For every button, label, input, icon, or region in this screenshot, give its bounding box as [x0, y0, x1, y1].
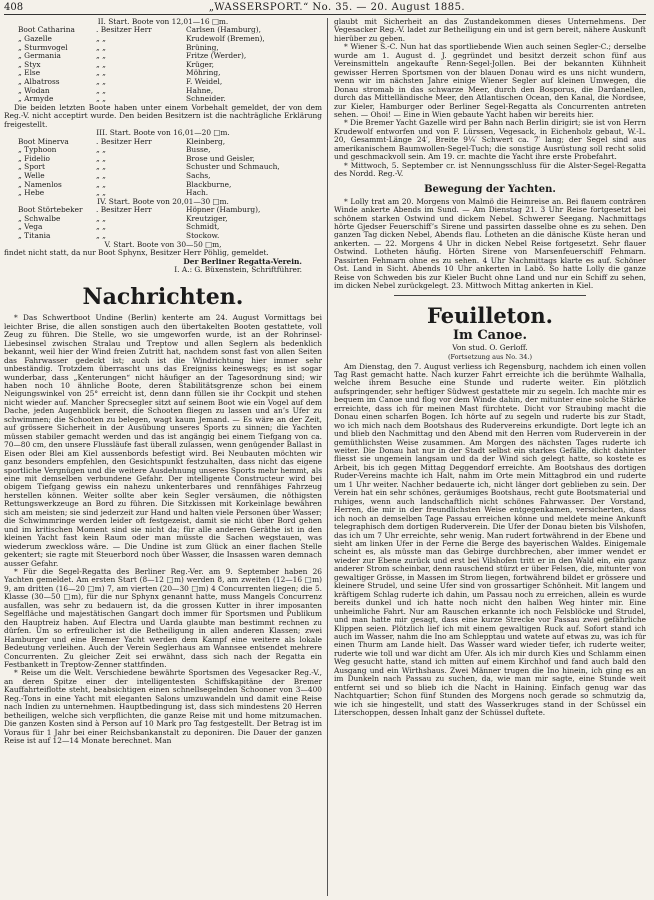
owner-name: Hach.: [186, 188, 209, 198]
owner-label: „ „: [96, 94, 107, 104]
boat-name: „ Germania: [18, 51, 61, 61]
column-divider: [327, 18, 328, 896]
owner-name: Schuster und Schmauch,: [186, 162, 280, 172]
news-paragraph: * Die Bremer Yacht Gazelle wird per Bahn nach Berlin dirigirt; sie ist von Herrn Krudewolf entworfen und von F. Lürssen, Vegesack, in Eichenholz gebaut, W.-L. 20, Gesammt-Länge 24′, Breite 9¼′ Schwert ca. 7′ lang; der Segel sind aus amerikanischem Baumwollen-Segel-Tuch; die sonstige Ausrüstung soll recht solid und geschmackvoll sein. Am 19. cr. machte die Yacht ihre erste Probefahrt.: [334, 118, 646, 162]
news-paragraph: * Wiener S.-C. Nun hat das sportliebende Wien auch seinen Segler-C.; derselbe wurde am 1. August d. J. gegründet und besitzt derzeit schon fünf aus Vereinsmitteln angekaufte Renn-Segel-Jollen. Bei der bekannten Kühnheit gewisser Herren Sportsmen von der blauen Donau wird es uns nicht wundern, wenn wir im nächsten Jahre einige Wiener Segler auf kleinen Umwegen, die Donau stromab in das schwarze Meer, durch den Bosporus, die Dardanellen, durch das Mittelländische Meer, den Atlantischen Ocean, den Kanal, die Nordsee, zur Kieler, Hamburger oder Berliner Segel-Regatta als Concurrenten antreten sehen. — Ohoi! — Eine in Wien gebaute Yacht haben wir bereits hier.: [334, 42, 646, 119]
owner-name: Schneider.: [186, 94, 226, 104]
owner-name: Sachs,: [186, 170, 211, 180]
boat-name: „ Sport: [18, 162, 45, 172]
bewegung-heading: Bewegung der Yachten.: [424, 183, 556, 195]
page-header: [4, 2, 646, 15]
boat-name: „ Else: [18, 68, 41, 78]
boat-name: „ Hebe: [18, 188, 45, 198]
start2-list: [4, 26, 322, 103]
nachrichten-paragraph: * Für die Segel-Regatta des Berliner Reg.-Ver. am 9. September haben 26 Yachten gemeldet. Am ersten Start (8—12 □m) werden 8, am zweiten (12—16 □m) 9, am dritten (16—20 □m) 7, am vierten (20—30 □m) 4 Concurrenten liegen; die 5. Klasse (30—50 □m), für die nur Sphynx genannt hatte, muss Mangels Concurrenz ausfallen, was sehr zu bedauern ist, da die grossen Kutter in ihrer imposanten Segelfläche und majestätischen Gangart doch immer für Sportsmen und Publikum den Hauptreiz haben. Auf Electra und Uarda glaubte man bestimmt rechnen zu dürfen. Um so erfreulicher ist die Betheiligung in allen anderen Klassen; zwei Hamburger und eine Bremer Yacht werden dem Kampf eine weitere als lokale Bedeutung verleihen. Auch der Verein Seglerhaus am Wannsee entsendet mehrere Concurrenten. Zu gleicher Zeit sei erwähnt, dass sich nach der Regatta ein Festbankett in Treptow-Zenner stattfinden.: [4, 567, 322, 669]
boat-name: „ Armyde: [18, 94, 54, 104]
boat-name: „ Schwalbe: [18, 213, 61, 223]
boat-name: „ Styx: [18, 59, 41, 69]
section-rule: [394, 295, 586, 296]
owner-name: Kreutziger,: [186, 213, 228, 223]
owner-name: Brüning,: [186, 42, 219, 52]
feuilleton-heading: Feuilleton.: [427, 302, 553, 328]
feuilleton-continuation: (Fortsetzung aus No. 34.): [447, 353, 533, 362]
nachrichten-paragraph: * Reise um die Welt. Verschiedene bewährte Sportsmen des Vegesacker Reg.-V., an deren Spitze einer der intelligentesten Schiffskapitäne der Bremer Kauffahrteiflotte steht, beabsichtigen einen schnellsegelnden Schooner von 3—400 Reg.-Tons in eine Yacht mit eleganten Salons umzuwandeln und damit eine Reise nach Indien zu unternehmen. Hauptbedingung ist, dass sich mindestens 20 Herren betheiligen, welche sich verpflichten, die ganze Reise mit und home mitzumachen. Die ganzen Kosten sind à Person auf 10 Mark pro Tag festgestellt. Der Betrag ist im Voraus für 1 Jahr bei einer Reichsbankanstalt zu deponiren. Die Dauer der ganzen Reise ist auf 12—14 Monate berechnet. Man: [4, 668, 322, 746]
owner-label: „ „: [96, 231, 107, 240]
start4-title: IV. Start. Boote von 20,01—30 □m.: [97, 196, 229, 206]
start2-note: Die beiden letzten Boote haben unter einem Vorbehalt gemeldet, der von dem Reg.-V. nicht acceptirt wurde. Den beiden Besitzern ist die nachträgliche Erklärung freigestellt.: [4, 102, 322, 129]
owner-label: „ „: [96, 170, 107, 180]
boat-entry-row: [4, 163, 322, 172]
owner-name: Krüger,: [186, 59, 214, 69]
owner-name: Kleinberg,: [186, 136, 226, 146]
nachrichten-heading: Nachrichten.: [82, 284, 244, 311]
boat-entry-row: [4, 78, 322, 87]
boat-entry-row: [4, 61, 322, 70]
boat-entry-row: [4, 52, 322, 61]
boat-name: „ Typhoon: [18, 145, 57, 155]
boat-name: „ Vega: [18, 222, 43, 232]
boat-entry-row: [4, 215, 322, 224]
boat-name: „ Titania: [18, 231, 51, 240]
owner-label: „ „: [96, 51, 107, 61]
feuilleton-byline: Von stud. O. Gerloff.: [452, 342, 528, 352]
boat-name: „ Sturmvogel: [18, 42, 68, 52]
owner-name: Brose und Geisler,: [186, 153, 255, 163]
masthead-title: „WASSERSPORT.“ No. 35. — 20. August 1885.: [208, 2, 466, 13]
owner-label: . Besitzer Herr: [96, 25, 152, 35]
owner-label: . Besitzer Herr: [96, 136, 152, 146]
boat-name: „ Fidelio: [18, 153, 50, 163]
news-paragraph: glaubt mit Sicherheit an das Zustandekommen dieses Unternehmens. Der Vegesacker Reg.-V. ladet zur Betheiligung ein und ist gern bereit, nähere Auskunft hierüber zu geben.: [334, 18, 646, 43]
owner-label: „ „: [96, 153, 107, 163]
owner-label: „ „: [96, 59, 107, 69]
feuilleton-paragraph: Am Dienstag, den 7. August verliess ich Regensburg, nachdem ich einen vollen Tag Rast gemacht hatte. Nach kurzer Fahrt erreichte ich die berühmte Walhalla, welche ihrem Besuche eine Stunde und ruderte weiter. Ein plötzlich aufspringender, sehr heftiger Südwest gestattete mir zu segeln. Ich machte mir es bequem im Canoe und flog vor dem Winde dahin, der mitunter eine solche Stärke erreichte, dass ich für meinen Mast fürchtete. Dicht vor Straubing macht die Donau einen scharfen Bogen. Ich hörte auf zu segeln und ruderte bis zur Stadt, wo ich mich nach dem Bootshaus des Rudervereins erkundigte. Dort legte ich an und blieb den Nachmittag und den Abend mit den Herren vom Ruderverein in der gemüthlichsten Weise zusammen. Am Morgen des nächsten Tages ruderte ich weiter. Die Donau hat nur in der Stadt selbst ein starkes Gefälle, dicht dahinter fliesst sie ungemein langsam und da der Wind sich gelegt hatte, so kostete es Arbeit, bis ich gegen Mittag Deggendorf erreichte. Am Bootshaus des dortigen Ruder-Vereins machte ich Halt, nahm im Orte mein Mittagbrod ein und ruderte um 1 Uhr weiter. Nachher bedauerte ich, nicht länger dort geblieben zu sein. Der Verein hat ein sehr schönes, geräumiges Bootshaus, recht gute Bootsmaterial und ruhiges, wenn auch landschaftlich nicht schönes Fahrwasser. Der Vorstand, Herren, die mir in der freundlichsten Weise entgegenkamen, versicherten, dass ich noch an demselben Tage Passau erreichen könne und meldete meine Ankunft telegraphisch dem dortigen Ruderverein. Die Ufer der Donau bieten bis Vilshofen, das ich um 7 Uhr erreichte, sehr wenig. Man rudert fortwährend in der Ebene und sieht am linken Ufer in der Ferne die Berge des bayerischen Waldes. Einigemale scheint es, als müsste man das Gebirge durchbrechen, aber immer wendet er wieder zur Ebene zurück und erst bei Vilshofen tritt er in den Wald ein, ein ganz anderer Strom scheinbar, denn rauschend stürzt er über Felsen, die, mitunter von gewaltiger Grösse, in Massen im Strom liegen, fortwährend bildet er grössere und kleinere Strudel, und seine Ufer sind von grossartiger Schönheit. Mit langem und kräftigem Schlag ruderte ich dahin, um Passau noch zu erreichen, allein es wurde bereits dunkel und ich hatte noch nicht den halben Weg hinter mir. Eine unheimliche Fahrt. Nur am Rauschen erkannte ich noch Felsblöcke und Strudel, und man hatte mir gesagt, dass eine kurze Strecke vor Passau zwei gefährliche Klippen seien. Plötzlich lief ich mit einem gewaltigen Ruck auf. Sofort stand ich auch im Wasser, nahm die Ino am Schlepptau und watete auf etwas zu, was ich für einen Thurm am Lande hielt. Das Wasser ward wieder tiefer, ich ruderte weiter, ruderte wie toll und war dicht am Ufer. Als ich mir durch Kies und Schlamm einen Weg gesucht hatte, stand ich mitten auf einem Kirchhof und fand auch bald den Ausgang und ein Wirthshaus. Zwei Männer trugen die Ino hinein, ich ging es an im Dunkeln nach Passau zu suchen, da, wie man mir sagte, eine Stunde weit entfernt sei und so blieb ich die Nacht in Haining. Einfach genug war das Nachtquartier; Schon fünf Stunden des Morgens noch gerade so schmutzig da, wie ich sie hingestellt, und statt des Wasserkruges stand in der Schüssel ein Literschoppen, dessen Inhalt ganz der Schüssel duftete.: [334, 361, 646, 718]
bewegung-paragraph: * Lolly trat am 20. Morgens von Malmö die Heimreise an. Bei flauem conträren Winde ankerte Abends im Sund. — Am Dienstag 21. 3 Uhr Reise fortgesetzt bei schönem starken Ostwind und dickem Nebel. Schwerer Seegang. Nachmittags hörte Gjedser Feuerschiff’s Sirene und passirten dasselbe ohne es zu sehen. Den ganzen Tag dicken Nebel, Abends flau. Lotheten an die dänische Küste heran und ankerten. — 22. Morgens 4 Uhr in dicken Nebel Reise fortgesetzt. Sehr flauer Ostwind. Lotheten häufig. Hörten Sirene von Marsenfeuerschiff Fehmarn. Passirten Fehmarn ohne es zu sehen. 4 Uhr Nachmittags klarte es auf. Schöner Ost. Land in Sicht. Abends 10 Uhr ankerten in Labö. So hatte Lolly die ganze Reise von Schweden bis zur Kieler Bucht ohne Land und nur ein Schiff zu sehen, im dicken Nebel zurückgelegt. 23. Mittwoch Mittag ankerten in Kiel.: [334, 196, 646, 291]
owner-label: „ „: [96, 222, 107, 232]
boat-entry-row: [4, 223, 322, 232]
owner-label: „ „: [96, 179, 107, 189]
owner-label: „ „: [96, 68, 107, 78]
owner-name: Krudewolf (Bremen),: [186, 34, 265, 44]
owner-label: „ „: [96, 34, 107, 44]
boat-name: „ Namenlos: [18, 179, 62, 189]
owner-label: „ „: [96, 77, 107, 87]
owner-label: „ „: [96, 42, 107, 52]
boat-name: Boot Störtebeker: [18, 205, 83, 215]
owner-name: Busse,: [186, 145, 211, 155]
owner-name: Höpner (Hamburg),: [186, 205, 261, 215]
owner-label: „ „: [96, 188, 107, 198]
start2-title: II. Start. Boote von 12,01—16 □m.: [97, 18, 229, 26]
boat-name: Boot Minerva: [18, 136, 69, 146]
start3-title: III. Start. Boote von 16,01—20 □m.: [96, 128, 230, 138]
owner-name: Stockow.: [186, 231, 220, 240]
feuilleton-subheading: Im Canoe.: [452, 327, 528, 343]
news-paragraph: * Mittwoch, 5. September cr. ist Nennungsschluss für die Alster-Segel-Regatta des Nordd. Reg.-V.: [334, 160, 646, 179]
boat-name: „ Welle: [18, 170, 45, 180]
start4-list: [4, 206, 322, 240]
nachrichten-paragraph: * Das Schwertboot Undine (Berlin) kenterte am 24. August Vormittags bei leichter Brise, die allen sonstigen auch den übertakelten Booten gestattete, voll Zeug zu führen. Die Stelle, wo sie umgeworfen wurde, ist an der Rohrinsel-Liebesinsel zwischen Stralau und Treptow und allen Seglern als bedenklich bekannt, weil hier der Wind freien Zutritt hat, nachdem sonst fast von allen Seiten das Fahrwasser gedeckt ist; auch ist die Windrichtung hier immer sehr unbeständig. Trotzdem überrascht uns das Ereigniss keineswegs; es ist sogar wunderbar, dass „Kenterungen“ nicht häufiger an der Tagesordnung sind; wir haben noch 10 ähnliche Boote, deren Stabilitätsgrenze schon bei einem Neigungswinkel von 25° erreicht ist, denn dann füllen sie ihr Cockpit und stehen nicht wieder auf. Mancher Sprecsegler sitzt auf seinem Boot wie ein Vogel auf dem Dache, jeden Augenblick bereit, die Schooten fliegen zu lassen und an’s Ufer zu schwimmen; die Schooten zu belegen, wagt kaum Jemand. — Es wäre an der Zeit, auf grössere Sicherheit in der Ausübung unseres Sports zu sinnen; die Yachten müssen stabiler gemacht werden und das ist angängig bei einem Tiefgang von ca. 70—80 cm, den unsere Flussläufe fast überall zulassen, wenn genügender Ballast in Eisen oder Blei am Kiel aussenbords befestigt wird. Bei Neubauten möchten wir ganz besonders empfehlen, den Gesichtspunkt festzuhalten, dass nicht das eigene sportliche Vergnügen und die weitere Ausdehnung unseres Sports mehr hemmt, als eine mit demselben verbundene Gefahr. Der intelligente Constructeur wird bei obigem Tiefgang gewiss ein nahezu unkenterbares und rennfähiges Fahrzeug herstellen können. Weiter sollte aber kein Segler versäumen, die nöthigsten Rettungswerkzeuge an Bord zu führen. Die Sitzkissen mit Korkeinlage bewähren sich am meisten; sie sind jederzeit zur Hand und halten viele Personen über Wasser; die Schwimmringe werden leider oft festgezeist, damit sie nicht über Bord gehen und im kritischen Moment sind sie nicht da; für alle anderen Geräthe ist in den kleinen Yacht fast kein Raum oder man müsste die Sachen wegstauen, was wiederum zweckloss wäre. — Die Undine ist zum Glück an einer flachen Stelle gekentert; sie ragte mit Steuerbord noch über Wasser, die Insassen waren demnach ausser Gefahr.: [4, 313, 322, 568]
owner-name: Hahne,: [186, 85, 214, 95]
owner-name: Carlsen (Hamburg),: [186, 25, 261, 35]
owner-name: Fritze (Werder),: [186, 51, 247, 61]
owner-name: Schmidt,: [186, 222, 220, 232]
signature-name: I. A.: G. Büxenstein, Schriftführer.: [174, 264, 302, 274]
boat-name: „ Gazelle: [18, 34, 52, 44]
boat-entry-row: [4, 181, 322, 190]
boat-name: „ Wodan: [18, 85, 50, 95]
start5-note: findet nicht statt, da nur Boot Sphynx, Besitzer Herr Pöhlig, gemeldet.: [4, 248, 269, 258]
owner-label: „ „: [96, 145, 107, 155]
start5-title: V. Start. Boote von 30—50 □m,: [104, 239, 222, 249]
boat-name: „ Albatross: [18, 77, 60, 87]
owner-label: „ „: [96, 213, 107, 223]
owner-name: Blackburne,: [186, 179, 232, 189]
left-column: [4, 18, 322, 896]
page-number: 408: [4, 2, 24, 13]
start3-list: [4, 138, 322, 198]
signature-org: Der Berliner Regatta-Verein.: [183, 256, 302, 266]
owner-label: „ „: [96, 85, 107, 95]
owner-name: Möhring,: [186, 68, 221, 78]
boat-name: Boot Catharina: [18, 25, 75, 35]
right-column: [334, 18, 646, 896]
owner-label: . Besitzer Herr: [96, 205, 152, 215]
owner-label: „ „: [96, 162, 107, 172]
owner-name: F. Weidel,: [186, 77, 223, 87]
boat-entry-row: [4, 146, 322, 155]
